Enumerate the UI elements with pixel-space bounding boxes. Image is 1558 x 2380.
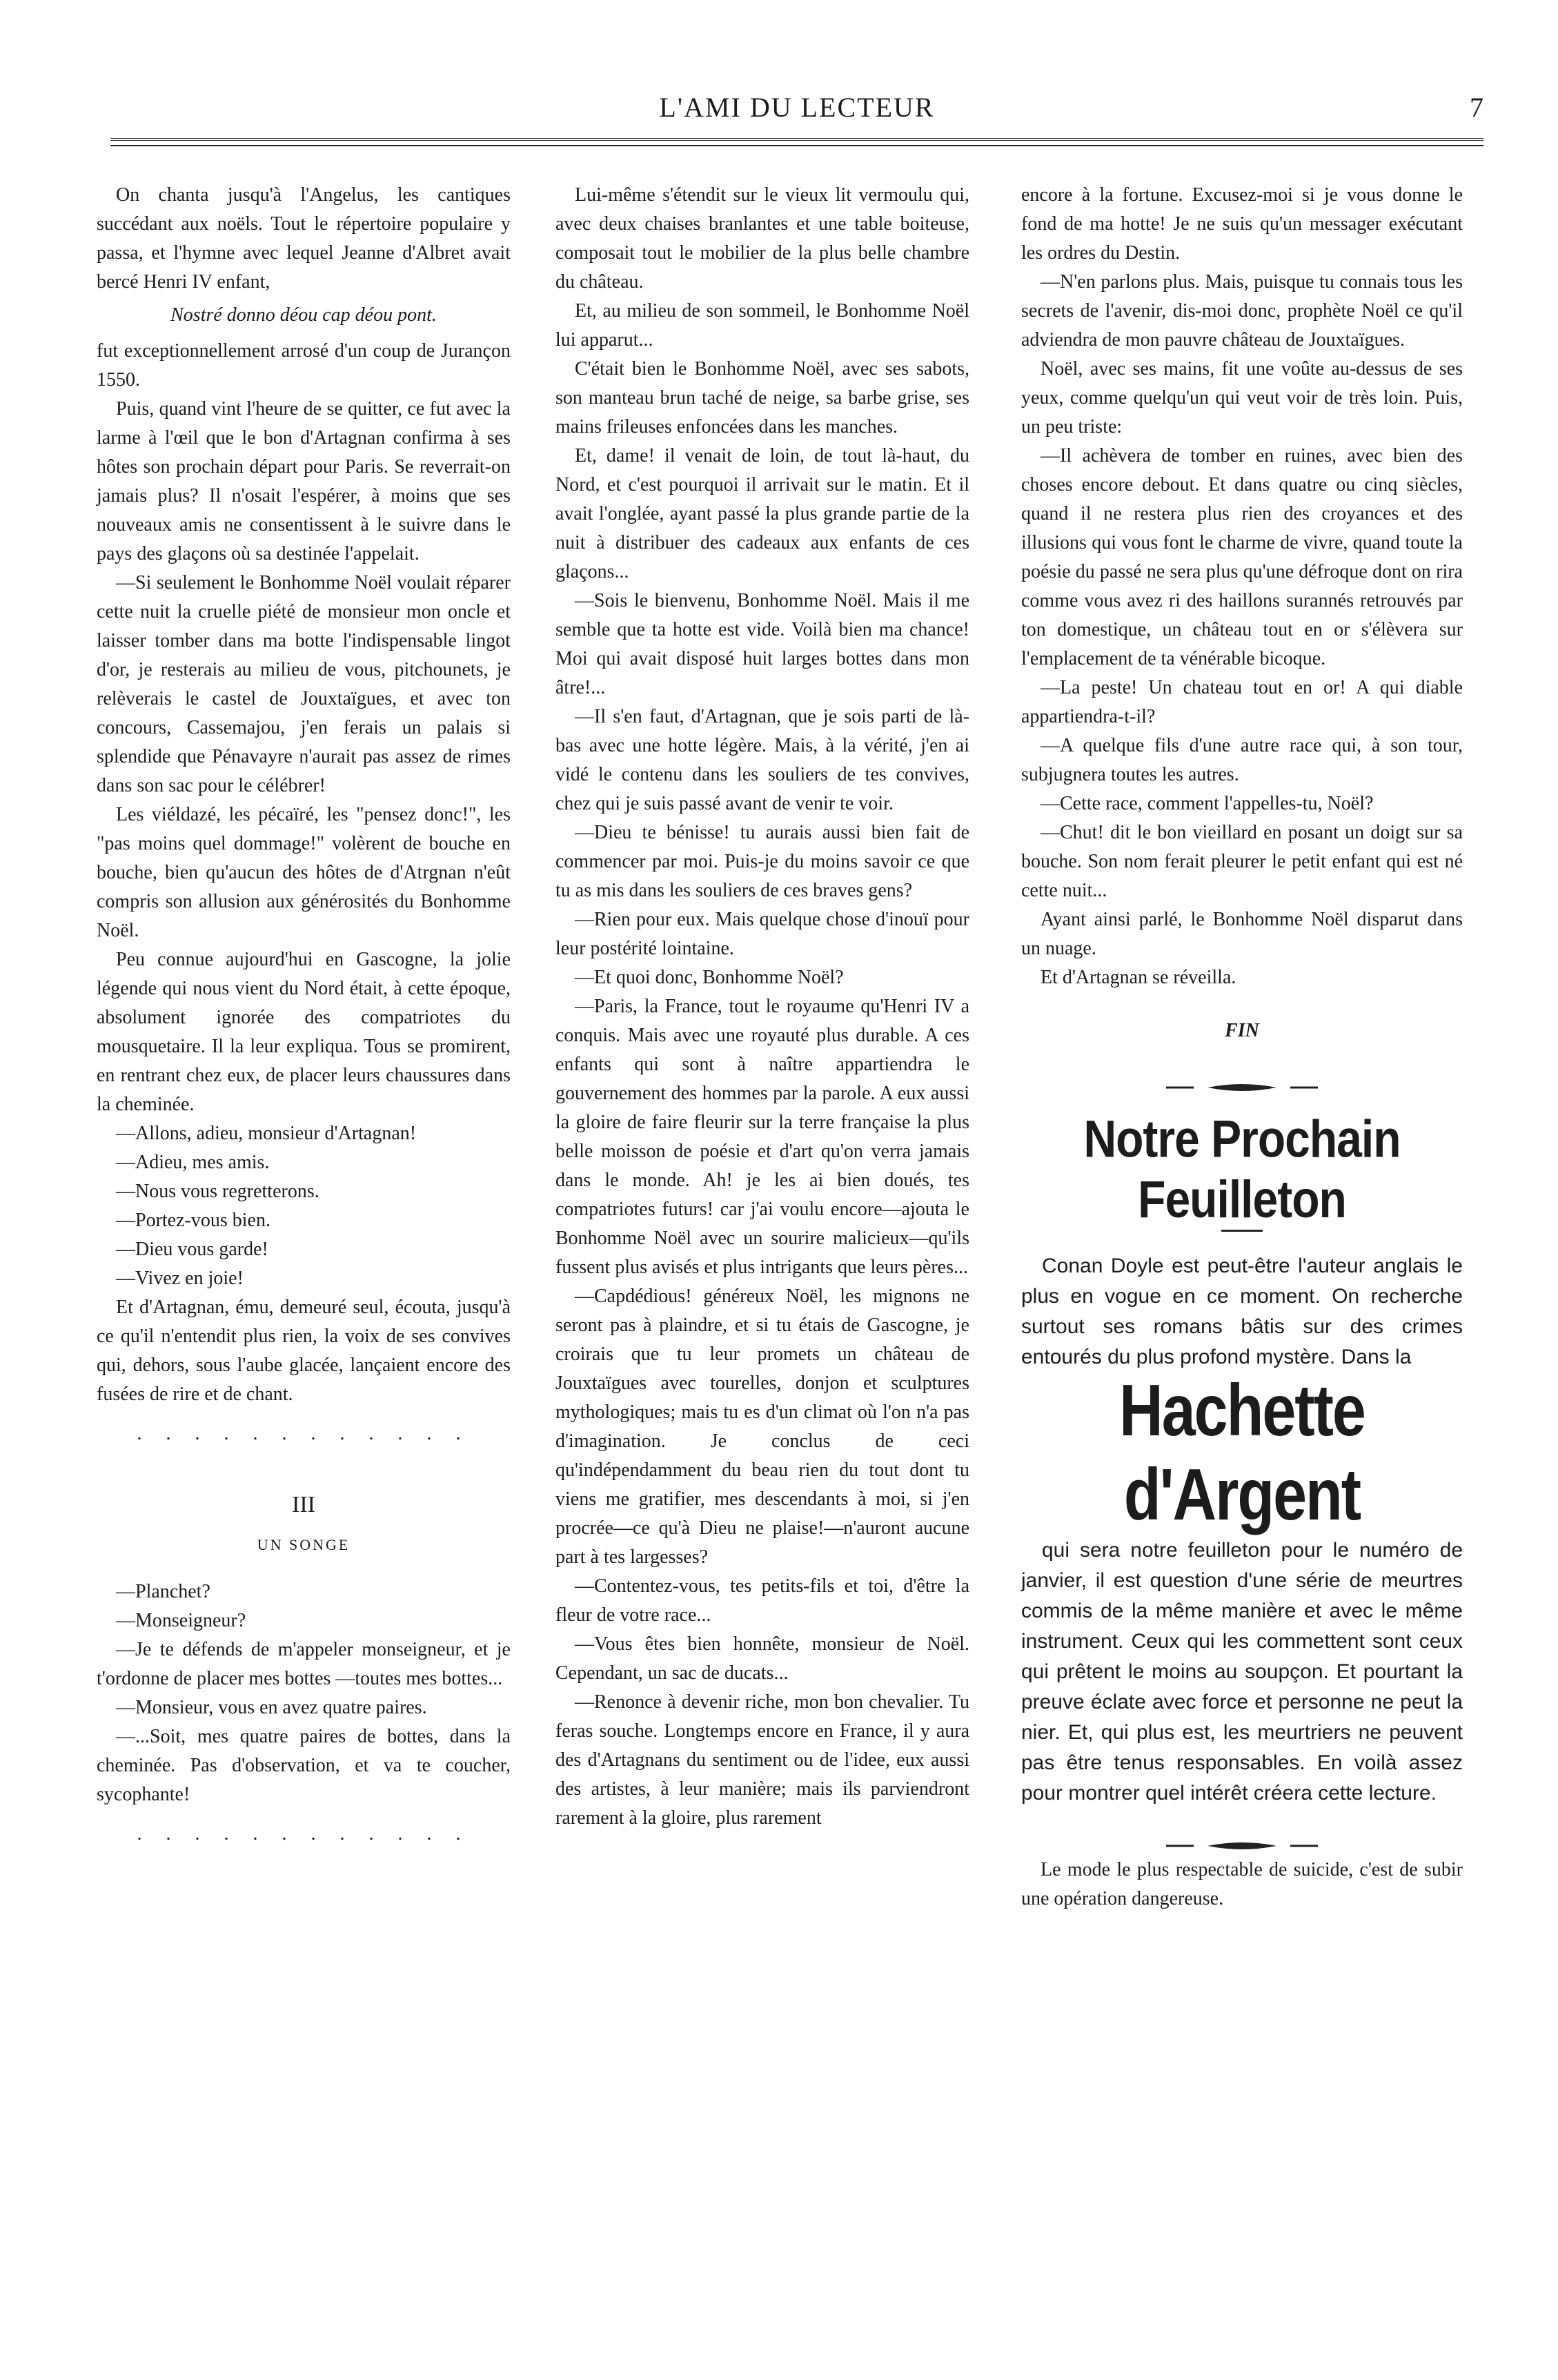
dialogue-line: —Nous vous regretterons. xyxy=(116,1181,319,1202)
verse-quote: Nostré donno déou cap déou pont. xyxy=(170,304,437,326)
dialogue-line: —...Soit, mes quatre paires de bottes, dans la cheminée. Pas d'observation, et va te coucher, sycophante! xyxy=(97,1726,511,1805)
paragraph: Et, au milieu de son sommeil, le Bonhomme Noël lui apparut... xyxy=(555,300,969,351)
dialogue-line: —Dieu vous garde! xyxy=(116,1239,268,1260)
chapter-number: III xyxy=(292,1492,315,1517)
paragraph: Peu connue aujourd'hui en Gascogne, la jolie légende qui nous vient du Nord était, à cette époque, absolument ignorée des compatriotes du mousquetaire. Il la leur expliqua. Tous se promirent, en rentrant chez eux, de placer leurs chaussures dans la cheminée. xyxy=(97,949,511,1115)
paragraph: C'était bien le Bonhomme Noël, avec ses sabots, son manteau brun taché de neige, sa barbe grise, ses mains frileuses enfoncées dans les manches. xyxy=(555,358,969,437)
chapter-title: UN SONGE xyxy=(257,1536,351,1553)
paragraph: fut exceptionnellement arrosé d'un coup de Jurançon 1550. xyxy=(97,340,511,391)
ornament-divider xyxy=(1152,1836,1332,1856)
paragraph: On chanta jusqu'à l'Angelus, les cantiques succédant aux noëls. Tout le répertoire populaire y passa, et l'hymne avec lequel Jeanne d'Albret avait bercé Henri IV enfant, xyxy=(97,184,511,293)
journal-title: L'AMI DU LECTEUR xyxy=(659,92,935,123)
dialogue-line: —Allons, adieu, monsieur d'Artagnan! xyxy=(116,1123,417,1144)
paragraph: —Cette race, comment l'appelles-tu, Noël? xyxy=(1041,793,1374,814)
column-2 xyxy=(555,181,969,1833)
dialogue-line: —Monseigneur? xyxy=(116,1610,246,1631)
section-dots: . . . . . . . . . . . . xyxy=(137,1423,471,1444)
paragraph: Puis, quand vint l'heure de se quitter, ce fut avec la larme à l'œil que le bon d'Artagnan confirma à ses hôtes son prochain départ pour Paris. Se reverrait-on jamais plus? Il n'osait l'espérer, à moins que ses nouveaux amis ne consentissent à le suivre dans le pays des glaçons où sa destinée l'appelait. xyxy=(97,398,511,564)
page-header xyxy=(110,83,1483,138)
page-number: 7 xyxy=(1470,92,1483,123)
ad-paragraph: qui sera notre feuilleton pour le numéro de janvier, il est question d'une série de meurtres commis de la même manière et avec le même instrument. Ceux qui les commettent sont ceux qui prêtent le moins au soupçon. Et pourtant la preuve éclate avec force et personne ne peut la nier. Et, qui plus est, les meurtriers ne peuvent pas être tenus responsables. En voilà assez pour montrer quel intérêt créera cette lecture. xyxy=(1021,1539,1463,1804)
paragraph: —Capdédious! généreux Noël, les mignons ne seront pas à plaindre, et si tu étais de Gascogne, je croirais que tu leur promets un château de Jouxtaïgues avec tourelles, donjon et sculptures mythologiques; mais tu es d'un climat où l'on n'a pas d'imagination. Je conclus de ceci qu'indépendamment du beau rien du tout dont tu viens me gratifier, mes descendants à moi, si j'en procrée—ce qu'à Dieu ne plaise!—n'auront aucune part à tes largesses? xyxy=(555,1286,969,1568)
dialogue-line: —Adieu, mes amis. xyxy=(116,1152,270,1173)
paragraph: —Vous êtes bien honnête, monsieur de Noël. Cependant, un sac de ducats... xyxy=(555,1633,969,1684)
column-1 xyxy=(97,181,511,1859)
dialogue-line: —Planchet? xyxy=(116,1581,210,1602)
paragraph: —Rien pour eux. Mais quelque chose d'inouï pour leur postérité lointaine. xyxy=(555,909,969,959)
dialogue-line: —Vivez en joie! xyxy=(116,1268,244,1289)
dialogue-line: —Je te défends de m'appeler monseigneur, et je t'ordonne de placer mes bottes —toutes mes bottes... xyxy=(97,1639,511,1689)
paragraph: Lui-même s'étendit sur le vieux lit vermoulu qui, avec deux chaises branlantes et une table boiteuse, composait tout le mobilier de la plus belle chambre du château. xyxy=(555,184,969,293)
paragraph: —Et quoi donc, Bonhomme Noël? xyxy=(575,967,844,988)
paragraph: Ayant ainsi parlé, le Bonhomme Noël disparut dans un nuage. xyxy=(1021,909,1463,959)
dialogue-line: —Portez-vous bien. xyxy=(116,1210,270,1231)
ornament-divider xyxy=(1152,1078,1332,1097)
paragraph: —Sois le bienvenu, Bonhomme Noël. Mais il me semble que ta hotte est vide. Voilà bien ma chance! Moi qui avait disposé huit larges bottes dans mon âtre!... xyxy=(555,590,969,698)
paragraph: —Paris, la France, tout le royaume qu'Henri IV a conquis. Mais avec une royauté plus durable. A ces enfants qui sont à naître appartiendra le gouvernement des hommes par la parole. A eux aussi la gloire de faire fleurir sur la terre française la plus belle moisson de poésie et d'art qu'on verra jamais dans le monde. Ah! je les ai bien doués, tes compatriotes futurs! car j'ai voulu encore—ajouta le Bonhomme Noël avec un sourire malicieux—qu'ils fussent plus avisés et plus intrigants que leurs pères... xyxy=(555,996,969,1278)
paragraph: Et, dame! il venait de loin, de tout là-haut, du Nord, et c'est pourquoi il arrivait sur le matin. Et il avait l'onglée, ayant passé la plus grande partie de la nuit à distribuer des cadeaux aux enfants de ces glaçons... xyxy=(555,445,969,582)
short-rule xyxy=(1221,1230,1263,1232)
paragraph: —Chut! dit le bon vieillard en posant un doigt sur sa bouche. Son nom ferait pleurer le petit enfant qui est né cette nuit... xyxy=(1021,822,1463,901)
paragraph: —N'en parlons plus. Mais, puisque tu connais tous les secrets de l'avenir, dis-moi donc, prophète Noël ce qu'il adviendra de mon pauvre château de Jouxtaïgues. xyxy=(1021,271,1463,351)
paragraph: Et d'Artagnan se réveilla. xyxy=(1041,967,1236,988)
paragraph: —Il s'en faut, d'Artagnan, que je sois parti de là-bas avec une hotte légère. Mais, à la vérité, j'en ai vidé le contenu dans les souliers de tes convives, chez qui je suis passé avant de venir te voir. xyxy=(555,706,969,814)
paragraph: encore à la fortune. Excusez-moi si je vous donne le fond de ma hotte! Je ne suis qu'un messager exécutant les ordres du Destin. xyxy=(1021,184,1463,264)
paragraph: Les viéldazé, les pécaïré, les "pensez donc!", les "pas moins quel dommage!" volèrent de bouche en bouche, bien qu'aucun des hôtes de d'Atrgnan n'eût compris son allusion aux générosités du Bonhomme Noël. xyxy=(97,804,511,941)
column-3 xyxy=(1021,181,1463,1914)
paragraph: Et d'Artagnan, ému, demeuré seul, écouta, jusqu'à ce qu'il n'entendit plus rien, la voix de ses convives qui, dehors, sous l'aube glacée, lançaient encore des fusées de rire et de chant. xyxy=(97,1297,511,1405)
paragraph: —Contentez-vous, tes petits-fils et toi, d'être la fleur de votre race... xyxy=(555,1575,969,1626)
book-title: Hachette d'Argent xyxy=(1119,1368,1365,1535)
header-rule xyxy=(110,138,1483,141)
paragraph: Noël, avec ses mains, fit une voûte au-dessus de ses yeux, comme quelqu'un qui veut voir de très loin. Puis, un peu triste: xyxy=(1021,358,1463,437)
closing-aphorism: Le mode le plus respectable de suicide, c'est de subir une opération dangereuse. xyxy=(1021,1859,1463,1909)
fin-label: FIN xyxy=(1225,1020,1259,1041)
header-rule-thin xyxy=(110,145,1483,146)
paragraph: —Il achèvera de tomber en ruines, avec bien des choses encore debout. Et dans quatre ou cinq siècles, quand il ne restera plus rien des croyances et des illusions qui vous font le charme de vivre, quand toute la poésie du passé ne sera plus qu'une défroque dont on rira comme vous avez ri des haillons surannés retrouvés par ton domestique, un château tout en or s'élèvera sur l'emplacement de ta vénérable bicoque. xyxy=(1021,445,1463,669)
dialogue-line: —Monsieur, vous en avez quatre paires. xyxy=(116,1697,427,1718)
paragraph: —Dieu te bénisse! tu aurais aussi bien fait de commencer par moi. Puis-je du moins savoir ce que tu as mis dans les souliers de ces braves gens? xyxy=(555,822,969,901)
paragraph: —A quelque fils d'une autre race qui, à son tour, subjugnera toutes les autres. xyxy=(1021,735,1463,785)
paragraph: —La peste! Un chateau tout en or! A qui diable appartiendra-t-il? xyxy=(1021,677,1463,727)
paragraph: —Si seulement le Bonhomme Noël voulait réparer cette nuit la cruelle piété de monsieur mon oncle et laisser tomber dans ma botte l'indispensable lingot d'or, je resterais au milieu de vous, pitchounets, je relèverais le castel de Jouxtaïgues, et avec ton concours, Cassemajou, j'en ferais un palais si splendide que Pénavayre n'aurait pas assez de rimes dans son sac pour le célébrer! xyxy=(97,572,511,796)
ad-paragraph: Conan Doyle est peut-être l'auteur anglais le plus en vogue en ce moment. On recherche surtout ses romans bâtis sur des crimes entourés du plus profond mystère. Dans la xyxy=(1021,1255,1463,1368)
section-dots: . . . . . . . . . . . . xyxy=(137,1823,471,1845)
feuilleton-heading: Notre Prochain Feuilleton xyxy=(1083,1109,1401,1229)
paragraph: —Renonce à devenir riche, mon bon chevalier. Tu feras souche. Longtemps encore en France, il y aura des d'Artagnans du sentiment ou de l'idee, eux aussi des artistes, à leur manière; mais ils parviendront rarement à la gloire, plus rarement xyxy=(555,1691,969,1829)
